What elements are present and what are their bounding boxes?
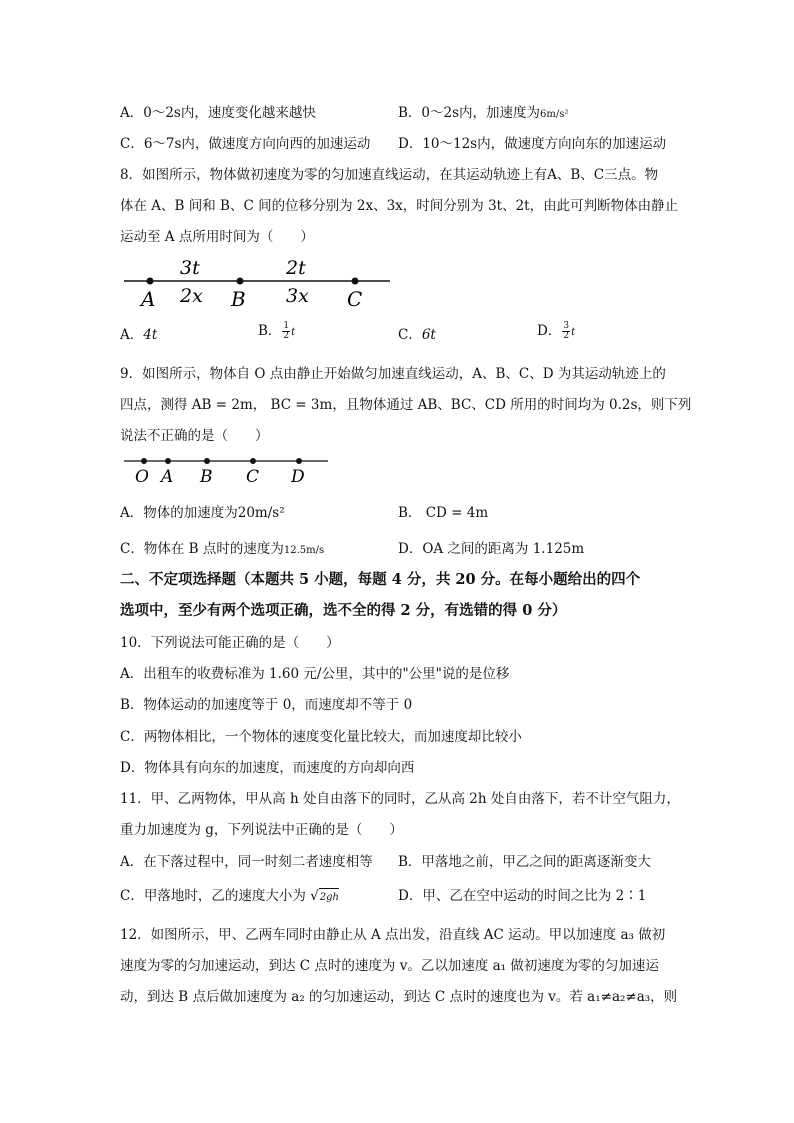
- q11-option-d[interactable]: D．甲、乙在空中运动的时间之比为 2∶1: [398, 888, 647, 904]
- q9-point-a-dot: [165, 458, 171, 464]
- q10-option-c[interactable]: C．两物体相比，一个物体的速度变化量比较大，而加速度却比较小: [120, 729, 522, 745]
- q8-stem-line1-text: 8．如图所示，物体做初速度为零的匀加速直线运动，在其运动轨迹上有: [120, 167, 548, 183]
- q8-option-d-fraction: [562, 322, 570, 341]
- section2-heading-line1: 二、不定项选择题（本题共 5 小题，每题 4 分，共 20 分。在每小题给出的四个: [120, 571, 641, 588]
- q9-point-d-dot: [296, 458, 302, 464]
- q9-option-c[interactable]: [120, 540, 324, 560]
- q10-option-d[interactable]: D．物体具有向东的加速度，而速度的方向却向西: [120, 760, 415, 776]
- q9-point-c-dot: [250, 458, 256, 464]
- q9-label-c: C: [246, 467, 260, 487]
- q8-stem-line1-tail: A、B、C三点。物: [547, 167, 659, 183]
- q9-option-a-prefix: A．物体的加速度为: [120, 505, 238, 521]
- q9-option-b[interactable]: B． CD = 4m: [398, 505, 489, 521]
- q8-option-b-var: t: [291, 327, 296, 338]
- q11-option-c-value: 2gh: [319, 888, 339, 907]
- q8-option-d-den: 2: [563, 331, 570, 341]
- q9-figure: [118, 452, 333, 488]
- q7-option-b-value: 6m/s²: [540, 109, 569, 120]
- q8-disp-ab: 2x: [180, 285, 203, 307]
- q8-label-a: A: [141, 287, 156, 311]
- q9-label-d: D: [291, 467, 305, 487]
- q10-stem: 10．下列说法可能正确的是（ ）: [120, 635, 340, 651]
- q7-option-c[interactable]: C．6～7s内，做速度方向向西的加速运动: [120, 136, 371, 152]
- q8-option-c-label: C．: [398, 327, 422, 343]
- q11-option-b[interactable]: B．甲落地之前，甲乙之间的距离逐渐变大: [398, 854, 651, 870]
- q7-option-b[interactable]: [398, 104, 568, 124]
- q7-option-b-prefix: B．0～2s内，加速度为: [398, 105, 541, 121]
- q9-point-b-dot: [204, 458, 210, 464]
- q8-stem-line1: [120, 166, 658, 184]
- q10-option-b[interactable]: B．物体运动的加速度等于 0，而速度却不等于 0: [120, 697, 413, 713]
- q8-label-b: B: [231, 287, 246, 311]
- q9-stem-line3: 说法不正确的是（ ）: [120, 428, 269, 444]
- q9-stem-line1: 9．如图所示，物体自 O 点由静止开始做匀加速直线运动，A、B、C、D 为其运动轨迹上的: [120, 366, 666, 382]
- q8-disp-bc: 3x: [286, 285, 309, 307]
- q9-stem-line2: 四点，测得 AB = 2m， BC = 3m，且物体通过 AB、BC、CD 所用的时间均为 0.2s，则下列: [120, 397, 692, 413]
- q12-stem-line3: 动，到达 B 点后做加速度为 a₂ 的匀加速运动，到达 C 点时的速度也为 v。若 a₁≠a₂≠a₃，则: [120, 989, 678, 1005]
- q8-option-b-num: 1: [283, 321, 290, 331]
- q9-option-c-prefix: C．物体在 B 点时的速度为: [120, 541, 284, 557]
- q9-option-a-value: 20m/s²: [237, 505, 285, 521]
- q11-option-c[interactable]: C．甲落地时，乙的速度大小为 √2gh: [120, 887, 339, 907]
- q8-time-ab: 3t: [180, 257, 200, 279]
- q7-option-d[interactable]: D．10～12s内，做速度方向向东的加速运动: [398, 136, 667, 152]
- q11-stem-line1: 11．甲、乙两物体，甲从高 h 处自由落下的同时，乙从高 2h 处自由落下，若不计空气阻力，: [120, 791, 680, 807]
- q9-point-o-dot: [141, 458, 147, 464]
- q8-option-b-den: 2: [283, 331, 290, 341]
- q8-option-c-value: 6t: [421, 327, 436, 343]
- q8-label-c: C: [347, 287, 363, 311]
- q8-option-d-num: 3: [563, 321, 570, 331]
- q8-option-b-fraction: [282, 322, 290, 341]
- q11-option-a[interactable]: A．在下落过程中，同一时刻二者速度相等: [120, 854, 373, 870]
- q9-option-c-value: 12.5m/s: [283, 545, 325, 556]
- q12-stem-line1: 12．如图所示，甲、乙两车同时由静止从 A 点出发，沿直线 AC 运动。甲以加速度 a₃ 做初: [120, 927, 666, 943]
- q11-stem-line2: 重力加速度为 g，下列说法中正确的是（ ）: [120, 822, 403, 838]
- q9-label-b: B: [200, 467, 213, 487]
- q8-option-b[interactable]: [258, 322, 295, 342]
- q8-option-d-label: D．: [537, 323, 562, 339]
- q8-option-d[interactable]: [537, 322, 575, 342]
- q8-stem-line3: 运动至 A 点所用时间为（ ）: [120, 229, 314, 245]
- q8-option-d-var: t: [571, 327, 576, 338]
- q8-point-b-dot: [237, 278, 244, 285]
- q8-option-c[interactable]: [398, 326, 436, 344]
- section2-heading-line2: 选项中，至少有两个选项正确，选不全的得 2 分，有选错的得 0 分）: [120, 602, 567, 619]
- q8-stem-line2: 体在 A、B 间和 B、C 间的位移分别为 2x、3x，时间分别为 3t、2t，由此可判断物体由静止: [120, 198, 679, 214]
- q9-option-a[interactable]: [120, 504, 285, 522]
- q8-time-bc: 2t: [286, 257, 306, 279]
- q9-option-d[interactable]: D．OA 之间的距离为 1.125m: [398, 541, 585, 557]
- q10-option-a[interactable]: A．出租车的收费标准为 1.60 元/公里，其中的"公里"说的是位移: [120, 666, 510, 682]
- q7-option-a[interactable]: A．0～2s内，速度变化越来越快: [120, 105, 316, 121]
- q8-point-c-dot: [352, 278, 359, 285]
- q12-stem-line2: 速度为零的匀加速运动，到达 C 点时的速度为 v。乙以加速度 a₁ 做初速度为零的匀加速运: [120, 958, 659, 974]
- q8-point-a-dot: [147, 278, 154, 285]
- q9-label-a: A: [161, 467, 174, 487]
- q8-option-a[interactable]: [120, 326, 157, 344]
- q8-option-a-label: A．: [120, 327, 144, 343]
- q8-figure: [118, 254, 398, 312]
- q8-option-a-value: 4t: [143, 327, 158, 343]
- q9-label-o: O: [135, 467, 149, 487]
- q11-option-c-prefix: C．甲落地时，乙的速度大小为: [120, 888, 306, 904]
- q8-option-b-label: B．: [258, 323, 282, 339]
